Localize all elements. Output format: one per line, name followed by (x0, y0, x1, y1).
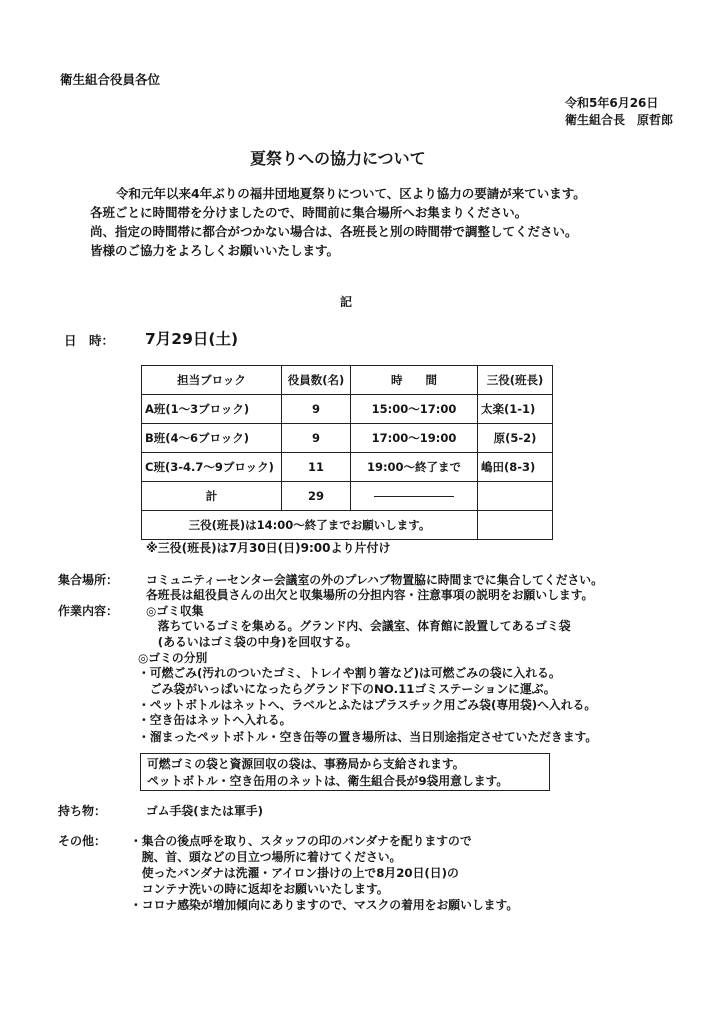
schedule-table (141, 365, 553, 540)
other-line: ・コロナ感染が増加傾向にありますので、マスクの着用をお願いします。 (130, 898, 519, 912)
row-leader: 太楽(1-1) (478, 395, 553, 424)
row-leader: 嶋田(8-3) (478, 453, 553, 482)
intro-line-4: 皆様のご協力をよろしくお願いいたします。 (90, 243, 340, 258)
row-block: C班(3-4.7～9ブロック) (142, 453, 282, 482)
row-count: 9 (282, 424, 351, 453)
header-cell-count: 役員数(名) (282, 366, 351, 395)
other-line: ・集合の後点呼を取り、スタッフの印のバンダナを配りますので (130, 834, 472, 848)
intro-line-2: 各班ごとに時間帯を分けましたので、時間前に集合場所へお集まりください。 (90, 205, 528, 220)
work-line: ごみ袋がいっぱいになったらグランド下のNO.11ゴミステーションに運ぶ。 (138, 682, 556, 696)
work-line: ・ペットボトルはネットへ、ラベルとふたはプラスチック用ごみ袋(専用袋)へ入れる。 (138, 698, 597, 712)
gathering-line-1: コミュニティーセンター会議室の外のプレハブ物置脇に時間までに集合してください。 (146, 573, 603, 587)
bring-label: 持ち物： (58, 804, 107, 818)
work-line: ◎ゴミの分別 (138, 651, 208, 665)
supply-notice-line: 可燃ゴミの袋と資源回収の袋は、事務局から支給されます。 (147, 757, 465, 771)
intro-line-1: 令和元年以来4年ぶりの福井団地夏祭りについて、区より協力の要請が来ています。 (116, 186, 586, 201)
work-line: ◎ゴミ収集 (146, 604, 204, 618)
table-note: 三役(班長)は14:00～終了までお願いします。 (142, 511, 478, 540)
intro-paragraph (90, 184, 586, 260)
supply-notice-line: ペットボトル・空き缶用のネットは、衛生組合長が9袋用意します。 (147, 774, 509, 788)
table-row (142, 424, 553, 453)
table-row (142, 395, 553, 424)
bring-value: ゴム手袋(または軍手) (146, 804, 263, 818)
total-count: 29 (282, 482, 351, 511)
row-time: 15:00～17:00 (351, 395, 478, 424)
work-line: ・空き缶はネットへ入れる。 (138, 713, 292, 727)
supply-notice-box (140, 753, 550, 791)
table-total-row (142, 482, 553, 511)
total-time-dash (351, 482, 478, 511)
table-note-row (142, 511, 553, 540)
work-line: 落ちているゴミを集める。グランド内、会議室、体育館に設置してあるゴミ袋 (146, 619, 571, 633)
total-label: 計 (142, 482, 282, 511)
event-date: 7月29日(土) (145, 330, 239, 348)
total-leader-empty (478, 482, 553, 511)
intro-line-3: 尚、指定の時間帯に都合がつかない場合は、各班長と別の時間帯で調整してください。 (90, 224, 578, 239)
issue-date: 令和5年6月26日 (565, 96, 659, 110)
table-header-row (142, 366, 553, 395)
work-line: ・溜まったペットボトル・空き缶等の置き場所は、当日別途指定させていただきます。 (138, 730, 598, 744)
header-cell-time: 時 間 (351, 366, 478, 395)
header-cell-leader: 三役(班長) (478, 366, 553, 395)
row-time: 17:00～19:00 (351, 424, 478, 453)
work-label: 作業内容： (58, 604, 119, 618)
other-line: コンテナ洗いの時に返却をお願いいたします。 (130, 882, 389, 896)
gathering-line-2: 各班長は組役員さんの出欠と収集場所の分担内容・注意事項の説明をお願いします。 (146, 588, 594, 602)
addressee: 衛生組合役員各位 (60, 72, 161, 87)
date-label: 日 時： (64, 333, 115, 348)
note-empty-cell (478, 511, 553, 540)
dash-line (374, 496, 454, 497)
gathering-label: 集合場所： (58, 573, 119, 587)
row-count: 11 (282, 453, 351, 482)
work-line: (あるいはゴミ袋の中身)を回収する。 (146, 635, 358, 649)
row-block: B班(4～6ブロック) (142, 424, 282, 453)
ki-marker: 記 (340, 295, 353, 309)
author: 衛生組合長 原哲郎 (565, 113, 674, 127)
cleanup-note: ※三役(班長)は7月30日(日)9:00より片付け (146, 541, 391, 555)
table-row (142, 453, 553, 482)
other-line: 腕、首、頭などの目立つ場所に着けてください。 (130, 850, 402, 864)
row-leader: 原(5-2) (478, 424, 553, 453)
work-line: ・可燃ごみ(汚れのついたゴミ、トレイや割り箸など)は可燃ごみの袋に入れる。 (138, 666, 561, 680)
other-line: 使ったバンダナは洗濯・アイロン掛けの上で8月20日(日)の (130, 866, 459, 880)
row-block: A班(1～3ブロック) (142, 395, 282, 424)
header-cell-block: 担当ブロック (142, 366, 282, 395)
row-time: 19:00～終了まで (351, 453, 478, 482)
row-count: 9 (282, 395, 351, 424)
document-title: 夏祭りへの協力について (250, 149, 426, 168)
other-label: その他： (58, 834, 107, 848)
